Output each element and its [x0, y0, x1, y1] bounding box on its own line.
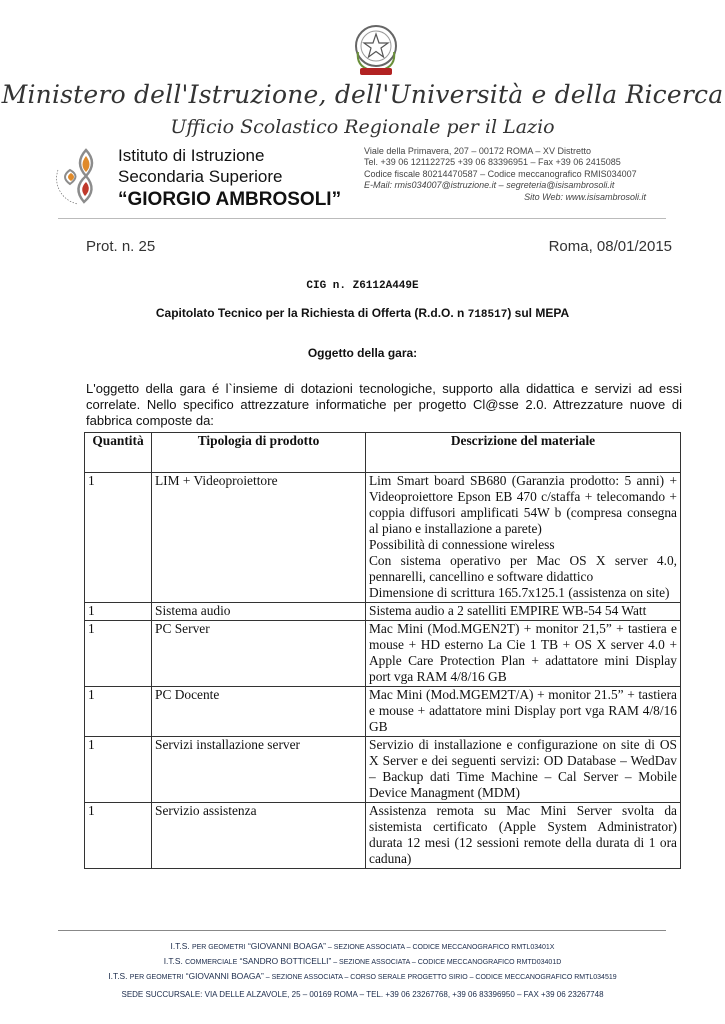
footer-line-1 [0, 940, 725, 955]
cell-type: Sistema audio [152, 603, 366, 621]
footer-text: PER GEOMETRI [129, 973, 184, 981]
header-product-type: Tipologia di prodotto [152, 433, 366, 473]
cell-quantity: 1 [85, 603, 152, 621]
footer-text: “GIOVANNI BOAGA” [183, 970, 264, 981]
school-name [118, 145, 341, 213]
header-quantity: Quantità [85, 433, 152, 473]
school-email[interactable]: E-Mail: rmis034007@istruzione.it – segreteria@isisambrosoli.it [364, 180, 615, 191]
rdo-number: 718517 [467, 309, 508, 321]
footer-text: I.T.S. [163, 955, 186, 966]
table-row [85, 603, 681, 621]
cell-type: PC Server [152, 621, 366, 687]
cell-description [366, 473, 681, 603]
school-name-line2: Secondaria Superiore [118, 167, 283, 186]
table-row [85, 621, 681, 687]
footer-line-2 [0, 955, 725, 970]
header-description: Descrizione del materiale [366, 433, 681, 473]
footer-text: PER GEOMETRI [191, 944, 246, 951]
table-header-row [85, 433, 681, 473]
footer-text: – SEZIONE ASSOCIATA – CODICE MECCANOGRAFICO RMTL03401X [325, 944, 555, 951]
cell-type: Servizi installazione server [152, 737, 366, 803]
footer-line-3 [0, 970, 725, 985]
school-name-line1: Istituto di Istruzione [118, 146, 265, 165]
footer [0, 940, 725, 1002]
document-date: Roma, 08/01/2015 [548, 238, 672, 255]
description-extra: Dimensione di scrittura 165.7x125.1 (assistenza on site) [369, 585, 670, 600]
footer-text: – SEZIONE ASSOCIATA – CORSO SERALE PROGETTO SIRIO – CODICE MECCANOGRAFICO RMTL034519 [263, 973, 617, 981]
footer-text: – SEZIONE ASSOCIATA – CODICE MECCANOGRAFICO RMTD03401D [331, 958, 562, 966]
ministry-heading: Ministero dell'Istruzione, dell'Università e della Ricerca [1, 80, 724, 109]
cell-quantity: 1 [85, 621, 152, 687]
subject-heading: Oggetto della gara: [307, 346, 418, 360]
footer-text: I.T.S. [170, 941, 192, 951]
school-fiscal-code: Codice fiscale 80214470587 – Codice meccanografico RMIS034007 [364, 168, 637, 179]
materials-table [84, 432, 681, 869]
footer-text: I.T.S. [108, 970, 130, 981]
cig-code: CIG n. Z6112A449E [306, 280, 419, 292]
school-phone: Tel. +39 06 121122725 +39 06 83396951 – Fax +39 06 2415085 [364, 157, 621, 168]
school-logo-icon [48, 140, 114, 212]
chapter-title-suffix: ) sul MEPA [507, 306, 570, 320]
footer-text: “SANDRO BOTTICELLI” [237, 955, 332, 966]
header-divider [58, 218, 666, 219]
chapter-title-prefix: Capitolato Tecnico per la Richiesta di Offerta (R.d.O. n [155, 306, 468, 320]
chapter-title [0, 306, 725, 321]
description-text: Lim Smart board SB680 (Garanzia prodotto: 5 anni) + Videoproiettore Epson EB 470 c/staffa + telecomando + coppia diffusori amplificati 54W b (compresa consegna al piano e installazione a parete) [369, 473, 677, 536]
protocol-number: Prot. n. 25 [86, 238, 156, 255]
cell-description: Servizio di installazione e configurazione on site di OS X Server e dei seguenti servizi: OD Database – WedDav – Backup dati Time Machine – Cal Server – Mobile Device Managment (MDM) [366, 737, 681, 803]
school-website[interactable]: Sito Web: www.isisambrosoli.it [524, 191, 646, 202]
table-row [85, 737, 681, 803]
table-row [85, 473, 681, 603]
footer-divider [58, 930, 666, 931]
cell-quantity: 1 [85, 687, 152, 737]
cell-type: LIM + Videoproiettore [152, 473, 366, 603]
footer-line-4: SEDE SUCCURSALE: VIA DELLE ALZAVOLE, 25 – 00169 ROMA – TEL. +39 06 23267768, +39 06 83396950 – FAX +39 06 23267748 [121, 990, 604, 1000]
cell-description: Mac Mini (Mod.MGEM2T/A) + monitor 21.5” + tastiera e mouse + adattatore mini Display port vga RAM 4/8/16 GB [366, 687, 681, 737]
cell-description: Mac Mini (Mod.MGEN2T) + monitor 21,5” + tastiera e mouse + HD esterno La Cie 1 TB + OS X server 4.0 + Apple Care Protection Plan + adattatore mini Display port vga RAM 4/8/16 GB [366, 621, 681, 687]
school-contacts [364, 146, 646, 203]
description-extra: Con sistema operativo per Mac OS X server 4.0, pennarelli, cancellino e software didattico [369, 553, 677, 584]
cell-type: PC Docente [152, 687, 366, 737]
school-address: Viale della Primavera, 207 – 00172 ROMA – XV Distretto [364, 146, 591, 156]
regional-office-heading: Ufficio Scolastico Regionale per il Lazio [170, 116, 555, 138]
school-name-line3: “GIORGIO AMBROSOLI” [118, 189, 342, 210]
republic-emblem-icon [350, 22, 402, 78]
footer-text: COMMERCIALE [185, 958, 238, 966]
table-row [85, 803, 681, 869]
table-row [85, 687, 681, 737]
cell-description: Assistenza remota su Mac Mini Server svolta da sistemista certificato (Apple System Administrator) durata 12 mesi (12 sessioni remote della durata di 1 ora caduna) [366, 803, 681, 869]
intro-paragraph: L'oggetto della gara é l`insieme di dotazioni tecnologiche, supporto alla didattica e servizi ad essi correlate. Nello specifico attrezzature informatiche per progetto Cl@sse 2.0. Attrezzature nuove di fabbrica composte da: [86, 381, 682, 428]
cell-quantity: 1 [85, 737, 152, 803]
footer-text: “GIOVANNI BOAGA” [245, 941, 326, 951]
cell-quantity: 1 [85, 803, 152, 869]
cell-quantity: 1 [85, 473, 152, 603]
description-extra: Possibilità di connessione wireless [369, 537, 555, 552]
cell-description: Sistema audio a 2 satelliti EMPIRE WB-54 54 Watt [366, 603, 681, 621]
cell-type: Servizio assistenza [152, 803, 366, 869]
